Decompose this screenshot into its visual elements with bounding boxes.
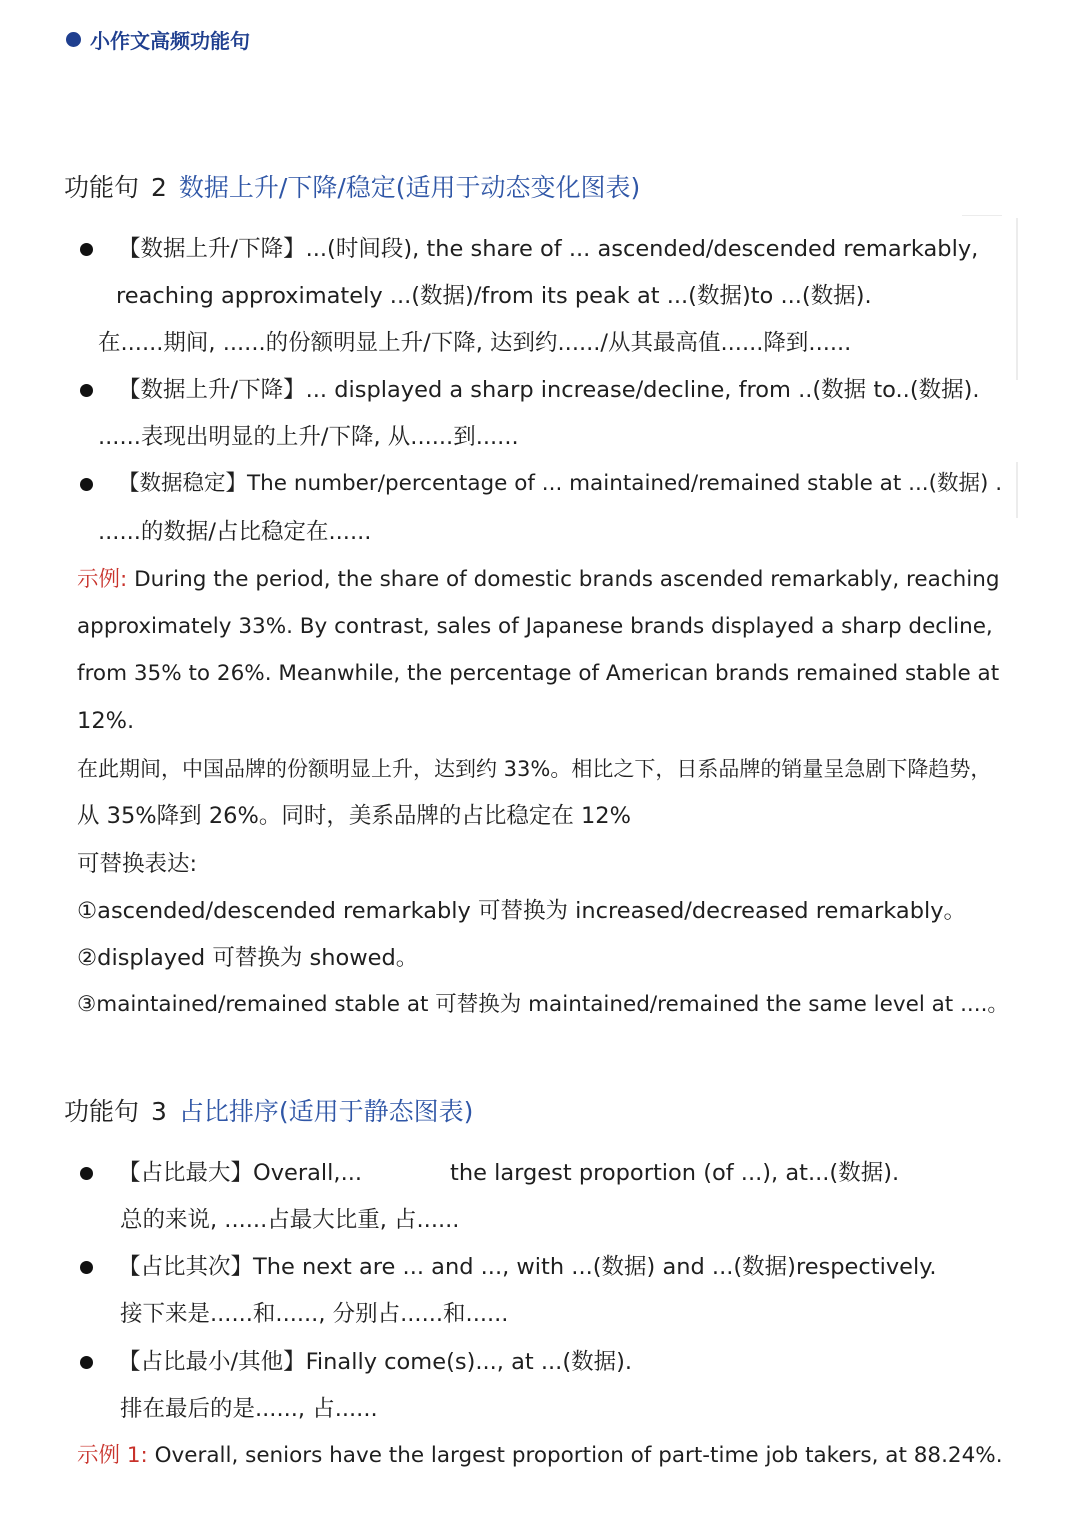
item-tag: 【占比其次】 xyxy=(118,1254,254,1280)
alternative-item: ③maintained/remained stable at 可替换为 maintained/remained the same level at ....。 xyxy=(77,992,1009,1017)
list-item-en xyxy=(118,1347,632,1377)
bullet-dot-icon xyxy=(80,1167,93,1180)
alternative-item: ②displayed 可替换为 showed。 xyxy=(77,945,419,971)
list-item-en xyxy=(118,1252,937,1282)
bullet-dot-icon xyxy=(66,32,81,47)
item-text: Finally come(s)..., at ...(数据). xyxy=(305,1349,633,1375)
section-3-heading xyxy=(64,1095,473,1129)
list-item-en xyxy=(118,469,1002,499)
page-edge-line xyxy=(1016,462,1018,518)
page-edge-line xyxy=(1016,218,1018,380)
section-title: 占比排序(适用于静态图表) xyxy=(178,1097,474,1126)
item-text: ... displayed a sharp increase/decline, from ..(数据 to..(数据). xyxy=(305,377,980,403)
bullet-dot-icon xyxy=(80,243,93,256)
item-text: ...(时间段), the share of ... ascended/descended remarkably, xyxy=(305,236,979,262)
item-tag: 【数据上升/下降】 xyxy=(118,236,306,262)
item-text: The number/percentage of ... maintained/remained stable at ...(数据) . xyxy=(247,471,1003,496)
alternatives-label: 可替换表达: xyxy=(77,851,198,877)
bullet-dot-icon xyxy=(80,384,93,397)
example-line xyxy=(77,1441,1003,1471)
list-item-en xyxy=(118,234,978,264)
example-line xyxy=(77,565,999,595)
bullet-dot-icon xyxy=(80,1261,93,1274)
section-2-heading xyxy=(64,171,640,205)
example-text: During the period, the share of domestic brands ascended remarkably, reaching xyxy=(134,567,1000,592)
section-label: 功能句 xyxy=(64,1097,140,1126)
item-text: the largest proportion (of ...), at...(数据). xyxy=(450,1160,900,1186)
bullet-dot-icon xyxy=(80,478,93,491)
bullet-dot-icon xyxy=(80,1356,93,1369)
list-item-en-cont: reaching approximately ...(数据)/from its peak at ...(数据)to ...(数据). xyxy=(116,283,872,309)
list-item-zh: 排在最后的是......, 占...... xyxy=(120,1396,378,1422)
section-title: 数据上升/下降/稳定(适用于动态变化图表) xyxy=(178,173,641,202)
item-text: Overall,... xyxy=(253,1160,363,1186)
example-line: from 35% to 26%. Meanwhile, the percentage of American brands remained stable at xyxy=(77,661,1000,686)
example-zh-line: 在此期间，中国品牌的份额明显上升，达到约 33%。相比之下，日系品牌的销量呈急剧下降趋势， xyxy=(77,757,992,781)
page-header xyxy=(66,24,250,54)
page-edge-line xyxy=(962,215,1002,216)
item-tag: 【数据稳定】 xyxy=(118,471,248,496)
list-item-en xyxy=(118,375,980,405)
list-item-zh: ......的数据/占比稳定在...... xyxy=(98,519,372,545)
item-text: The next are ... and ..., with ...(数据) and ...(数据)respectively. xyxy=(253,1254,937,1280)
section-number: 3 xyxy=(151,1097,167,1126)
alternative-item: ①ascended/descended remarkably 可替换为 increased/decreased remarkably。 xyxy=(77,898,967,924)
example-zh-line: 从 35%降到 26%。同时，美系品牌的占比稳定在 12% xyxy=(77,803,631,829)
list-item-en xyxy=(118,1158,899,1188)
section-number: 2 xyxy=(151,173,167,202)
example-text: Overall, seniors have the largest proportion of part-time job takers, at 88.24%. xyxy=(154,1443,1003,1468)
list-item-zh: ......表现出明显的上升/下降, 从......到...... xyxy=(98,424,519,450)
list-item-zh: 总的来说, ......占最大比重, 占...... xyxy=(120,1207,460,1233)
section-label: 功能句 xyxy=(64,173,140,202)
list-item-zh: 接下来是......和......, 分别占......和...... xyxy=(120,1301,509,1327)
item-tag: 【占比最大】 xyxy=(118,1160,254,1186)
example-line: 12%. xyxy=(77,708,135,734)
item-tag: 【占比最小/其他】 xyxy=(118,1349,306,1375)
item-tag: 【数据上升/下降】 xyxy=(118,377,306,403)
list-item-zh: 在......期间, ......的份额明显上升/下降, 达到约....../从其最高值......降到...... xyxy=(98,330,852,356)
example-label: 示例 1: xyxy=(77,1443,148,1468)
example-line: approximately 33%. By contrast, sales of Japanese brands displayed a sharp decline, xyxy=(77,614,993,639)
header-title: 小作文高频功能句 xyxy=(90,28,250,53)
example-label: 示例: xyxy=(77,567,128,592)
